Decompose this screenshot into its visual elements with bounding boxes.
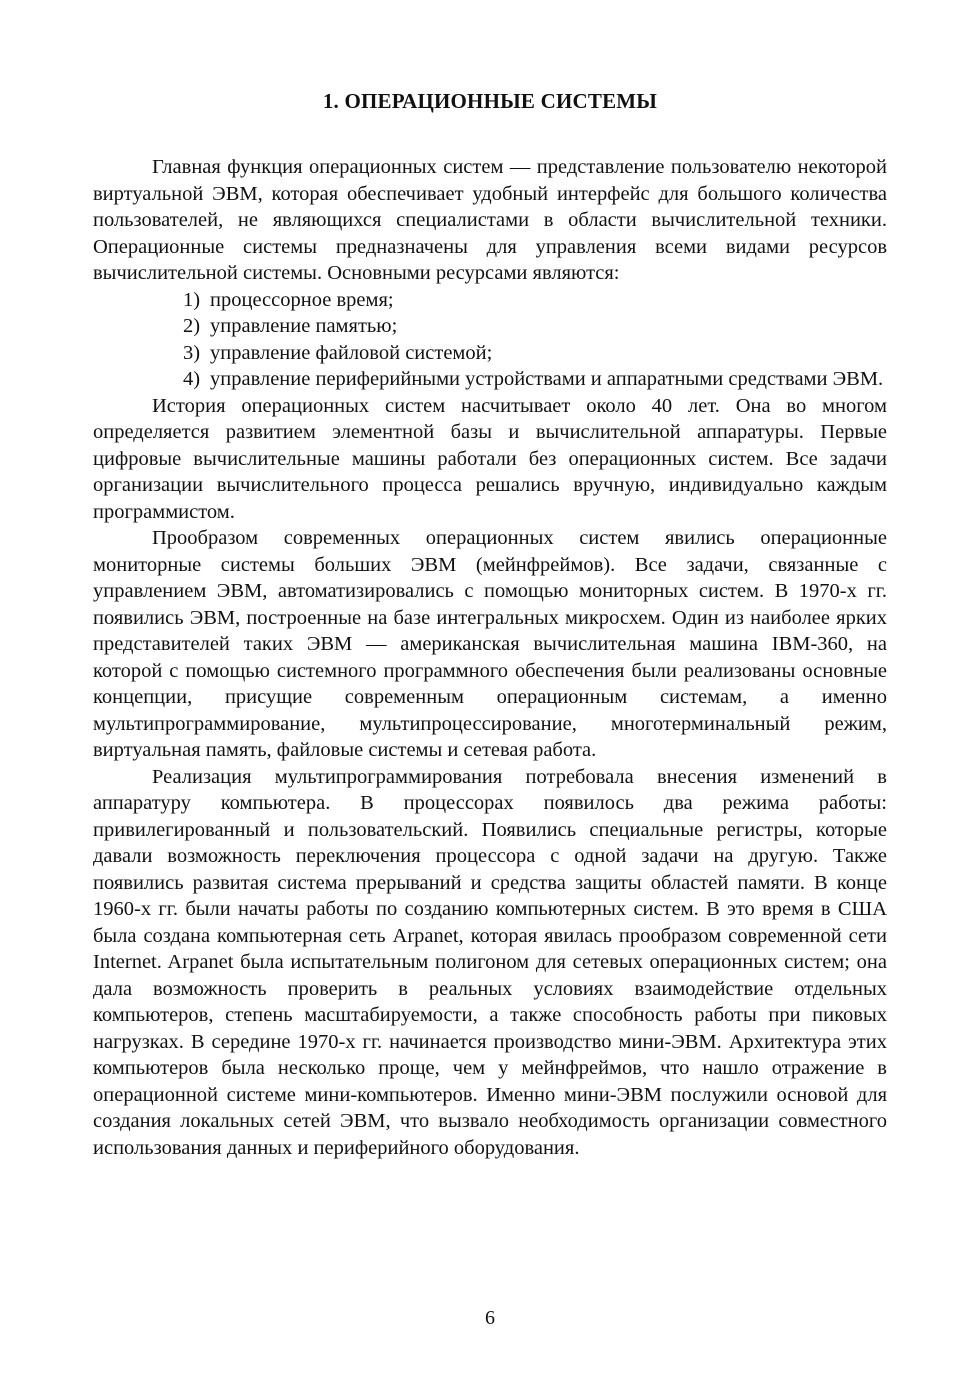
list-item-text: управление файловой системой; bbox=[210, 341, 493, 364]
list-item bbox=[154, 366, 887, 393]
list-item-number: 1) bbox=[183, 288, 201, 311]
list-item-text: процессорное время; bbox=[210, 288, 394, 311]
list-item-text: управление периферийными устройствами и аппаратными средствами ЭВМ. bbox=[210, 368, 884, 390]
page-number: 6 bbox=[485, 1307, 495, 1329]
history-paragraph: История операционных систем насчитывает около 40 лет. Она во многом определяется развитием элементной базы и вычислительной аппаратуры. Первые цифровые вычислительные машины работали без операционных систем. Все задачи организации вычислительного процесса решались вручную, индивидуально каждым программистом. bbox=[93, 394, 887, 523]
list-item-text: управление памятью; bbox=[210, 315, 398, 337]
resources-list bbox=[93, 287, 887, 393]
list-item-number: 2) bbox=[183, 315, 201, 337]
list-item bbox=[154, 287, 887, 314]
document-page bbox=[93, 88, 887, 1161]
list-item-number: 4) bbox=[183, 368, 201, 390]
multiprogramming-paragraph: Реализация мультипрограммирования потребовала внесения изменений в аппаратуру компьютера. В процессорах появилось два режима работы: привилегированный и пользовательский. Появились специальные регистры, которые давали возможность переключения процессора с одной задачи на другую. Также появились развитая система прерываний и средства защиты областей памяти. В конце 1960-х гг. были начаты работы по созданию компьютерных систем. В это время в США была создана компьютерная сеть Arpanet, которая явилась прообразом современной сети Internet. Arpanet была испытательным полигоном для сетевых операционных систем; она дала возможность проверить в реальных условиях взаимодействие отдельных компьютеров, степень масштабируемости, а также способность работы при пиковых нагрузках. В середине 1970-х гг. начинается производство мини-ЭВМ. Архитектура этих компьютеров была несколько проще, чем у мейнфреймов, что нашло отражение в операционной системе мини-компьютеров. Именно мини-ЭВМ послужили основой для создания локальных сетей ЭВМ, что вызвало необходимость организации совместного использования данных и периферийного оборудования. bbox=[93, 765, 887, 1159]
mainframe-paragraph: Прообразом современных операционных систем явились операционные мониторные системы больших ЭВМ (мейнфреймов). Все задачи, связанные с управлением ЭВМ, автоматизировались с помощью мониторных систем. В 1970-х гг. появились ЭВМ, построенные на базе интегральных микросхем. Один из наиболее ярких представителей таких ЭВМ — американская вычислительная машина IBM-360, на которой с помощью системного программного обеспечения были реализованы основные концепции, присущие современным операционным системам, а именно мультипрограммирование, мультипроцессирование, многотерминальный режим, виртуальная память, файловые системы и сетевая работа. bbox=[93, 527, 887, 761]
list-item bbox=[154, 340, 887, 367]
intro-paragraph: Главная функция операционных систем — представление пользователю некоторой виртуальной ЭВМ, которая обеспечивает удобный интерфейс для большого количества пользователей, не являющихся специалистами в области вычислительной техники. Операционные системы предназначены для управления всеми видами ресурсов вычислительной системы. Основными ресурсами являются: bbox=[93, 156, 887, 284]
list-item-number: 3) bbox=[183, 341, 201, 364]
chapter-title: 1. ОПЕРАЦИОННЫЕ СИСТЕМЫ bbox=[322, 89, 658, 113]
list-item bbox=[154, 313, 887, 340]
